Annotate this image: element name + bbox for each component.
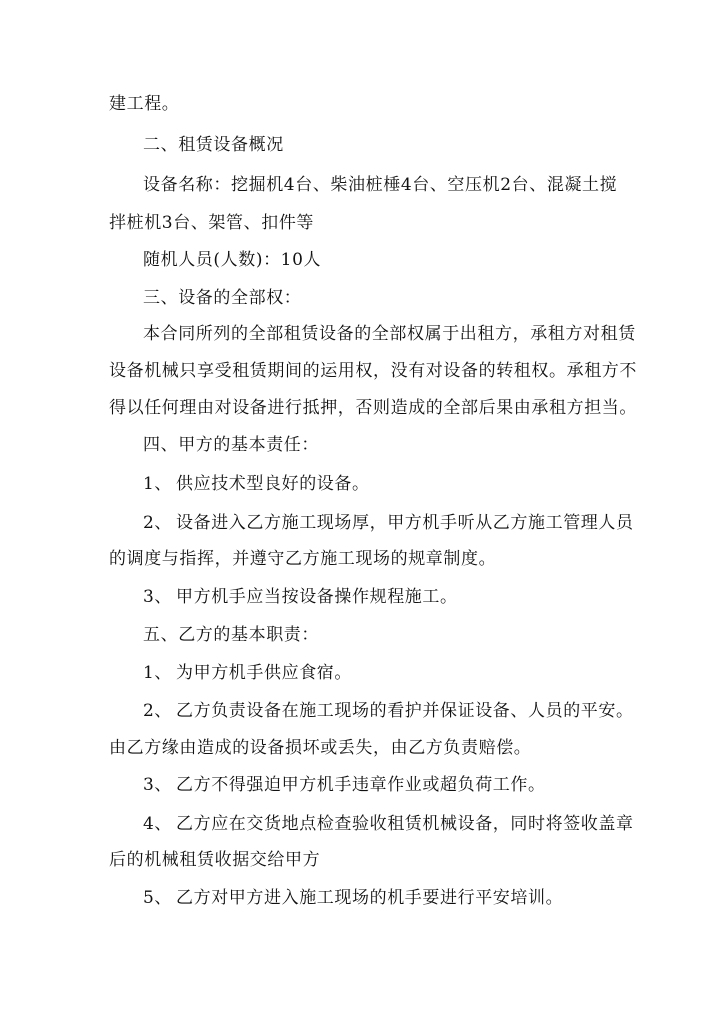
list-item-text: 供应技术型良好的设备。: [176, 474, 370, 494]
text-line: 设备机械只享受租赁期间的运用权，没有对设备的转租权。承租方不: [109, 361, 637, 381]
list-item-text: 乙方对甲方进入施工现场的机手要进行平安培训。: [176, 888, 564, 908]
list-number: 3、: [143, 587, 173, 607]
section-heading: 五、乙方的基本职责：: [143, 625, 319, 645]
list-item-text: 乙方应在交货地点检查验收租赁机械设备，同时将签收盖章: [176, 814, 634, 834]
list-item-text: 乙方不得强迫甲方机手违章作业或超负荷工作。: [176, 775, 546, 795]
list-item: [143, 513, 634, 533]
list-item: [143, 701, 634, 721]
list-number: 3、: [143, 775, 173, 795]
text-line: 随机人员(人数)：10人: [143, 250, 322, 270]
text-line: 后的机械租赁收据交给甲方: [109, 850, 321, 870]
list-item: [143, 587, 458, 607]
list-number: 4、: [143, 814, 173, 834]
list-item-text: 设备进入乙方施工现场厚，甲方机手听从乙方施工管理人员: [176, 513, 634, 533]
text-line: 得以任何理由对设备进行抵押，否则造成的全部后果由承租方担当。: [109, 398, 637, 418]
list-number: 2、: [143, 513, 173, 533]
text-line: 建工程。: [109, 94, 180, 114]
list-number: 5、: [143, 888, 173, 908]
list-item: [143, 663, 352, 683]
text-line: 设备名称：挖掘机4台、柴油桩棰4台、空压机2台、混凝土搅: [143, 175, 618, 195]
section-heading: 四、甲方的基本责任：: [143, 435, 319, 455]
list-item-text: 乙方负责设备在施工现场的看护并保证设备、人员的平安。: [176, 701, 634, 721]
list-item: [143, 775, 546, 795]
text-line: 的调度与指挥，并遵守乙方施工现场的规章制度。: [109, 549, 497, 569]
list-item-text: 为甲方机手供应食宿。: [176, 663, 352, 683]
section-heading: 三、设备的全部权：: [143, 288, 302, 308]
text-line: 由乙方缘由造成的设备损坏或丢失，由乙方负责赔偿。: [109, 738, 532, 758]
text-line: 本合同所列的全部租赁设备的全部权属于出租方，承租方对租赁: [143, 324, 636, 344]
list-number: 2、: [143, 701, 173, 721]
list-item: [143, 814, 634, 834]
list-item: [143, 474, 370, 494]
section-heading: 二、租赁设备概况: [143, 135, 284, 155]
list-number: 1、: [143, 663, 173, 683]
list-number: 1、: [143, 474, 173, 494]
list-item: [143, 888, 563, 908]
list-item-text: 甲方机手应当按设备操作规程施工。: [176, 587, 458, 607]
text-line: 拌桩机3台、架管、扣件等: [109, 213, 315, 233]
